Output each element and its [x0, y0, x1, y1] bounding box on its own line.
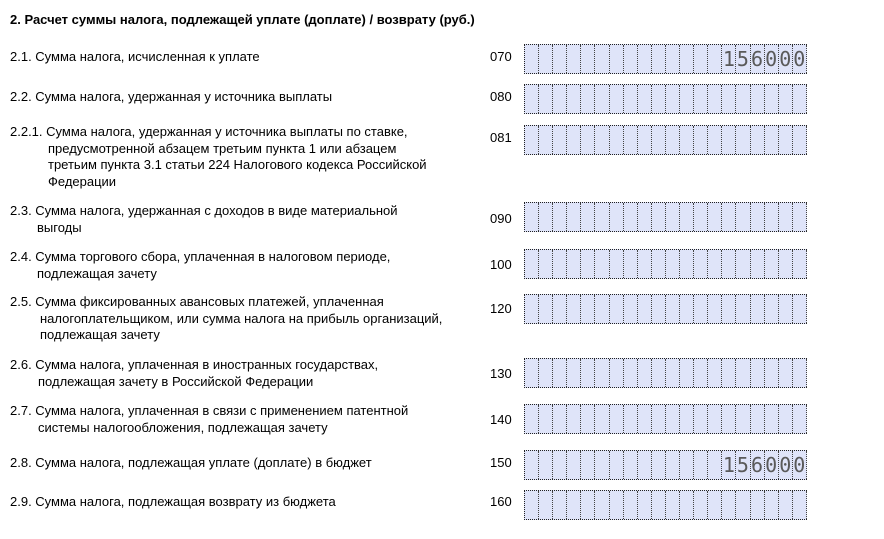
- digit-cell[interactable]: [567, 491, 581, 519]
- digit-cell[interactable]: [595, 250, 609, 278]
- digit-cell[interactable]: [525, 359, 539, 387]
- digit-cell[interactable]: [610, 359, 624, 387]
- digit-cell[interactable]: [581, 491, 595, 519]
- amount-field-081[interactable]: [524, 125, 807, 155]
- digit-cell[interactable]: [736, 85, 750, 113]
- digit-cell[interactable]: [638, 250, 652, 278]
- digit-cell[interactable]: [793, 126, 807, 154]
- row-label-line: 2.9. Сумма налога, подлежащая возврату из бюджета: [10, 494, 336, 509]
- digit-cell[interactable]: [666, 359, 680, 387]
- digit-cell[interactable]: [779, 203, 793, 231]
- digit-cell[interactable]: [539, 359, 553, 387]
- digit-cell[interactable]: [736, 295, 750, 323]
- digit-cell[interactable]: [779, 295, 793, 323]
- digit-cell[interactable]: [793, 85, 807, 113]
- digit-cell[interactable]: [736, 359, 750, 387]
- digit-cell[interactable]: [624, 359, 638, 387]
- section-title: 2. Расчет суммы налога, подлежащей уплате (доплате) / возврату (руб.): [10, 12, 475, 27]
- digit-cell[interactable]: [751, 250, 765, 278]
- row-label-line: 2.7. Сумма налога, уплаченная в связи с применением патентной: [10, 403, 409, 418]
- digit-cell[interactable]: [751, 85, 765, 113]
- digit-cell[interactable]: [595, 85, 609, 113]
- digit-cell[interactable]: [539, 203, 553, 231]
- digit-cell[interactable]: [694, 203, 708, 231]
- line-code: 140: [490, 412, 512, 427]
- row-label: [10, 494, 336, 511]
- digit-cell[interactable]: [525, 45, 539, 73]
- row-label-line: 2.2.1. Сумма налога, удержанная у источника выплаты по ставке,: [10, 124, 408, 139]
- row-label-line: 2.2. Сумма налога, удержанная у источника выплаты: [10, 89, 333, 104]
- row-label-continuation: подлежащая зачету: [40, 327, 160, 342]
- digit-cell[interactable]: [539, 250, 553, 278]
- digit-cell[interactable]: [624, 295, 638, 323]
- digit-cell[interactable]: [553, 359, 567, 387]
- digit-cell[interactable]: [610, 295, 624, 323]
- digit-cell[interactable]: [553, 126, 567, 154]
- row-label-line: 2.6. Сумма налога, уплаченная в иностранных государствах,: [10, 357, 379, 372]
- row-label: [10, 294, 442, 344]
- digit-cell[interactable]: [666, 85, 680, 113]
- digit-cell[interactable]: [708, 359, 722, 387]
- digit-cell[interactable]: [694, 359, 708, 387]
- digit-cell[interactable]: 0: [779, 453, 792, 477]
- digit-cell[interactable]: [624, 203, 638, 231]
- digit-cell[interactable]: [624, 491, 638, 519]
- digit-cell[interactable]: [539, 491, 553, 519]
- digit-cell[interactable]: [666, 451, 680, 479]
- row-label: [10, 49, 260, 66]
- digit-cell[interactable]: [708, 85, 722, 113]
- digit-cell[interactable]: [779, 250, 793, 278]
- digit-cell[interactable]: [652, 295, 666, 323]
- digit-cell[interactable]: [793, 405, 807, 433]
- digit-cell[interactable]: [680, 451, 694, 479]
- digit-cell[interactable]: [765, 359, 779, 387]
- amount-field-090[interactable]: [524, 202, 807, 232]
- digit-cell[interactable]: [779, 491, 793, 519]
- digit-cell[interactable]: [595, 451, 609, 479]
- digit-cell[interactable]: [610, 405, 624, 433]
- digit-cell[interactable]: [652, 45, 666, 73]
- digit-cell[interactable]: [708, 250, 722, 278]
- row-label-continuation: подлежащая зачету в Российской Федерации: [38, 373, 314, 389]
- digit-cell[interactable]: [652, 405, 666, 433]
- digit-cell[interactable]: [539, 451, 553, 479]
- digit-cell[interactable]: [765, 295, 779, 323]
- row-label: [10, 357, 378, 390]
- digit-cell[interactable]: [610, 491, 624, 519]
- digit-cell[interactable]: [581, 203, 595, 231]
- line-code: 150: [490, 455, 512, 470]
- digit-cell[interactable]: 6: [751, 47, 764, 71]
- digit-cell[interactable]: [751, 203, 765, 231]
- digit-cell[interactable]: [525, 85, 539, 113]
- digit-cell[interactable]: [652, 85, 666, 113]
- digit-cell[interactable]: [638, 295, 652, 323]
- digit-cell[interactable]: [581, 45, 595, 73]
- digit-cell[interactable]: 0: [793, 47, 806, 71]
- digit-cell[interactable]: [666, 203, 680, 231]
- digit-cell[interactable]: [722, 405, 736, 433]
- digit-cell[interactable]: [638, 359, 652, 387]
- row-label-continuation: налогоплательщиком, или сумма налога на прибыль организаций,: [40, 310, 443, 326]
- digit-cell[interactable]: [652, 203, 666, 231]
- digit-cell[interactable]: [751, 295, 765, 323]
- digit-cell[interactable]: [652, 451, 666, 479]
- row-label: [10, 89, 332, 106]
- digit-cell[interactable]: [624, 451, 638, 479]
- row-label: [10, 124, 427, 190]
- line-code: 081: [490, 130, 512, 145]
- digit-cell[interactable]: [680, 85, 694, 113]
- digit-cell[interactable]: [567, 250, 581, 278]
- amount-field-160[interactable]: [524, 490, 807, 520]
- digit-cell[interactable]: [694, 45, 708, 73]
- digit-cell[interactable]: [595, 359, 609, 387]
- amount-field-130[interactable]: [524, 358, 807, 388]
- digit-cell[interactable]: [525, 295, 539, 323]
- digit-cell[interactable]: [793, 203, 807, 231]
- line-code: 090: [490, 211, 512, 226]
- digit-cell[interactable]: 5: [736, 453, 749, 477]
- digit-cell[interactable]: [581, 405, 595, 433]
- digit-cell[interactable]: [652, 126, 666, 154]
- digit-cell[interactable]: [553, 250, 567, 278]
- digit-cell[interactable]: [793, 295, 807, 323]
- row-label: [10, 249, 390, 282]
- digit-cell[interactable]: [736, 126, 750, 154]
- line-code: 160: [490, 494, 512, 509]
- row-label: [10, 203, 398, 236]
- digit-cell[interactable]: [567, 126, 581, 154]
- digit-cell[interactable]: 0: [765, 453, 778, 477]
- digit-cell[interactable]: [708, 295, 722, 323]
- digit-cell[interactable]: [595, 126, 609, 154]
- digit-cell[interactable]: [680, 405, 694, 433]
- digit-cell[interactable]: [581, 126, 595, 154]
- line-code: 080: [490, 89, 512, 104]
- digit-cell[interactable]: [610, 451, 624, 479]
- digit-cell[interactable]: [694, 491, 708, 519]
- digit-cell[interactable]: [539, 405, 553, 433]
- digit-cell[interactable]: [793, 491, 807, 519]
- line-code: 130: [490, 366, 512, 381]
- digit-cell[interactable]: [525, 203, 539, 231]
- digit-cell[interactable]: [694, 295, 708, 323]
- digit-cell[interactable]: [638, 85, 652, 113]
- digit-cell[interactable]: [736, 491, 750, 519]
- digit-cell[interactable]: [666, 250, 680, 278]
- digit-cell[interactable]: [793, 250, 807, 278]
- digit-cell[interactable]: [553, 405, 567, 433]
- digit-cell[interactable]: [779, 85, 793, 113]
- digit-cell[interactable]: [708, 203, 722, 231]
- digit-cell[interactable]: [539, 85, 553, 113]
- amount-field-080[interactable]: [524, 84, 807, 114]
- digit-cell[interactable]: [581, 451, 595, 479]
- digit-cell[interactable]: [708, 491, 722, 519]
- digit-cell[interactable]: [722, 359, 736, 387]
- digit-cell[interactable]: [567, 451, 581, 479]
- digit-cell[interactable]: [624, 85, 638, 113]
- digit-cell[interactable]: [610, 85, 624, 113]
- digit-cell[interactable]: [624, 405, 638, 433]
- digit-cell[interactable]: [567, 85, 581, 113]
- digit-cell[interactable]: 5: [736, 47, 749, 71]
- digit-cell[interactable]: [581, 359, 595, 387]
- digit-cell[interactable]: [525, 451, 539, 479]
- digit-cell[interactable]: [708, 405, 722, 433]
- digit-cell[interactable]: 0: [779, 47, 792, 71]
- digit-cell[interactable]: [708, 45, 722, 73]
- digit-cell[interactable]: [553, 45, 567, 73]
- digit-cell[interactable]: [736, 203, 750, 231]
- line-code: 120: [490, 301, 512, 316]
- row-label-continuation: Федерации: [48, 173, 117, 189]
- row-label-line: 2.4. Сумма торгового сбора, уплаченная в налоговом периоде,: [10, 249, 391, 264]
- digit-cell[interactable]: [779, 359, 793, 387]
- digit-cell[interactable]: [610, 203, 624, 231]
- digit-cell[interactable]: [694, 250, 708, 278]
- digit-cell[interactable]: [638, 491, 652, 519]
- line-code: 100: [490, 257, 512, 272]
- digit-cell[interactable]: [553, 85, 567, 113]
- digit-cell[interactable]: [595, 45, 609, 73]
- digit-cell[interactable]: [638, 203, 652, 231]
- row-label: [10, 455, 372, 472]
- digit-cell[interactable]: [553, 295, 567, 323]
- digit-cell[interactable]: [666, 126, 680, 154]
- amount-field-140[interactable]: [524, 404, 807, 434]
- digit-cell[interactable]: [652, 250, 666, 278]
- digit-cell[interactable]: [680, 491, 694, 519]
- digit-cell[interactable]: [666, 405, 680, 433]
- digit-cell[interactable]: [722, 126, 736, 154]
- digit-cell[interactable]: [666, 295, 680, 323]
- row-label-line: 2.5. Сумма фиксированных авансовых платежей, уплаченная: [10, 294, 384, 309]
- digit-cell[interactable]: [567, 359, 581, 387]
- amount-field-070[interactable]: [524, 44, 807, 74]
- row-label-continuation: предусмотренной абзацем третьим пункта 1 или абзацем: [48, 140, 397, 156]
- digit-cell[interactable]: [751, 126, 765, 154]
- digit-cell[interactable]: [581, 295, 595, 323]
- digit-cell[interactable]: 0: [765, 47, 778, 71]
- digit-cell[interactable]: [779, 126, 793, 154]
- digit-cell[interactable]: [595, 491, 609, 519]
- digit-cell[interactable]: [708, 126, 722, 154]
- row-label-continuation: системы налогообложения, подлежащая зачету: [38, 419, 328, 435]
- digit-cell[interactable]: [581, 85, 595, 113]
- digit-cell[interactable]: [765, 126, 779, 154]
- digit-cell[interactable]: 0: [793, 453, 806, 477]
- digit-cell[interactable]: [722, 85, 736, 113]
- row-label-line: 2.8. Сумма налога, подлежащая уплате (доплате) в бюджет: [10, 455, 372, 470]
- digit-cell[interactable]: [539, 126, 553, 154]
- digit-cell[interactable]: [567, 45, 581, 73]
- digit-cell[interactable]: [595, 203, 609, 231]
- amount-field-100[interactable]: [524, 249, 807, 279]
- digit-cell[interactable]: [610, 45, 624, 73]
- digit-cell[interactable]: [765, 491, 779, 519]
- digit-cell[interactable]: [779, 405, 793, 433]
- digit-cell[interactable]: [525, 250, 539, 278]
- digit-cell[interactable]: [595, 295, 609, 323]
- digit-cell[interactable]: [539, 295, 553, 323]
- digit-cell[interactable]: [610, 250, 624, 278]
- digit-cell[interactable]: [680, 45, 694, 73]
- amount-field-120[interactable]: [524, 294, 807, 324]
- digit-cell[interactable]: [581, 250, 595, 278]
- line-code: 070: [490, 49, 512, 64]
- digit-cell[interactable]: [793, 359, 807, 387]
- digit-cell[interactable]: [666, 45, 680, 73]
- digit-cell[interactable]: [525, 405, 539, 433]
- row-label-line: 2.1. Сумма налога, исчисленная к уплате: [10, 49, 260, 64]
- digit-cell[interactable]: 1: [722, 47, 735, 71]
- digit-cell[interactable]: 6: [751, 453, 764, 477]
- digit-cell[interactable]: [680, 203, 694, 231]
- digit-cell[interactable]: [624, 126, 638, 154]
- digit-cell[interactable]: [567, 405, 581, 433]
- row-label-continuation: выгоды: [37, 219, 82, 235]
- digit-cell[interactable]: [553, 203, 567, 231]
- digit-cell[interactable]: [553, 491, 567, 519]
- digit-cell[interactable]: [624, 45, 638, 73]
- digit-cell[interactable]: 1: [722, 453, 735, 477]
- row-label: [10, 403, 408, 436]
- digit-cell[interactable]: [680, 295, 694, 323]
- row-label-line: 2.3. Сумма налога, удержанная с доходов в виде материальной: [10, 203, 398, 218]
- digit-cell[interactable]: [765, 405, 779, 433]
- digit-cell[interactable]: [680, 359, 694, 387]
- digit-cell[interactable]: [722, 250, 736, 278]
- digit-cell[interactable]: [680, 250, 694, 278]
- digit-cell[interactable]: [751, 405, 765, 433]
- digit-cell[interactable]: [765, 203, 779, 231]
- digit-cell[interactable]: [567, 203, 581, 231]
- digit-cell[interactable]: [567, 295, 581, 323]
- digit-cell[interactable]: [765, 250, 779, 278]
- digit-cell[interactable]: [708, 451, 722, 479]
- digit-cell[interactable]: [624, 250, 638, 278]
- digit-cell[interactable]: [694, 126, 708, 154]
- row-label-continuation: подлежащая зачету: [37, 265, 157, 281]
- digit-cell[interactable]: [765, 85, 779, 113]
- digit-cell[interactable]: [553, 451, 567, 479]
- digit-cell[interactable]: [751, 359, 765, 387]
- digit-cell[interactable]: [652, 491, 666, 519]
- digit-cell[interactable]: [751, 491, 765, 519]
- digit-cell[interactable]: [638, 126, 652, 154]
- digit-cell[interactable]: [525, 126, 539, 154]
- digit-cell[interactable]: [652, 359, 666, 387]
- digit-cell[interactable]: [610, 126, 624, 154]
- digit-cell[interactable]: [694, 451, 708, 479]
- digit-cell[interactable]: [595, 405, 609, 433]
- digit-cell[interactable]: [722, 491, 736, 519]
- digit-cell[interactable]: [638, 451, 652, 479]
- digit-cell[interactable]: [736, 250, 750, 278]
- digit-cell[interactable]: [694, 405, 708, 433]
- amount-field-150[interactable]: [524, 450, 807, 480]
- digit-cell[interactable]: [694, 85, 708, 113]
- digit-cell[interactable]: [638, 405, 652, 433]
- digit-cell[interactable]: [666, 491, 680, 519]
- digit-cell[interactable]: [539, 45, 553, 73]
- row-label-continuation: третьим пункта 3.1 статьи 224 Налогового кодекса Российской: [48, 157, 427, 172]
- digit-cell[interactable]: [722, 295, 736, 323]
- digit-cell[interactable]: [680, 126, 694, 154]
- digit-cell[interactable]: [722, 203, 736, 231]
- digit-cell[interactable]: [736, 405, 750, 433]
- digit-cell[interactable]: [525, 491, 539, 519]
- digit-cell[interactable]: [638, 45, 652, 73]
